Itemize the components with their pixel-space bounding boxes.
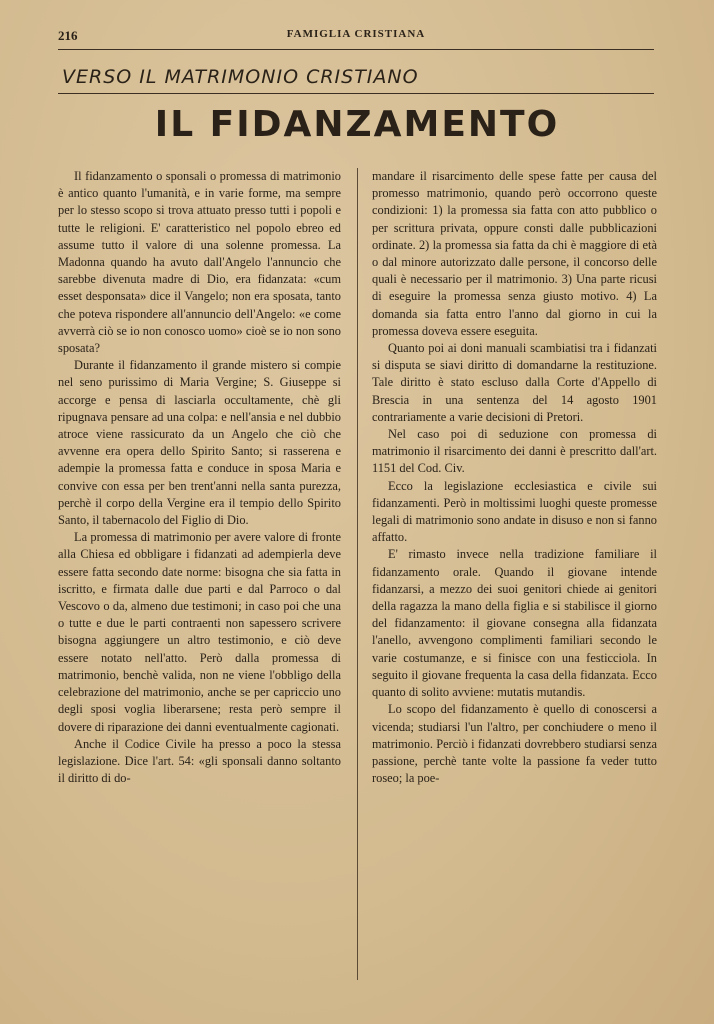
paragraph: Lo scopo del fidanzamento è quello di conoscersi a vicenda; studiarsi l'un l'altro, per conchiudere o meno il matrimonio. Perciò i fidanzati dovrebbero studiarsi senza passione, perchè tante volte la passione fa veder tutto roseo; la poe- — [372, 702, 657, 786]
paragraph: Nel caso poi di seduzione con promessa di matrimonio il risarcimento dei danni è prescritto dall'art. 1151 del Cod. Civ. — [372, 427, 657, 476]
left-column — [58, 168, 341, 787]
paragraph: Ecco la legislazione ecclesiastica e civile sui fidanzamenti. Però in moltissimi luoghi queste promesse legali di matrimonio sono andate in disuso e non si fanno affatto. — [372, 478, 657, 545]
page-header — [58, 28, 654, 46]
paragraph: Durante il fidanzamento il grande mistero si compie nel seno purissimo di Maria Vergine; S. Giuseppe si accorge e pensa di lasciarla occultamente, chè gli ripugnava pensare ad una colpa: e nell'ansia e nel dubbio atroce viene rassicurato da un Angelo che ciò che avvenne era opera dello Spirito Santo; si rasserena e adempie la promessa fatta e conduce in sposa Maria e convive con essa per ben trent'anni nella santa purezza, perchè il corpo della Vergine era il tempio dello Spirito Santo, il tabernacolo del Figlio di Dio. — [58, 358, 341, 528]
page-number: 216 — [58, 28, 78, 43]
section-title: VERSO IL MATRIMONIO CRISTIANO — [62, 66, 419, 88]
running-title: FAMIGLIA CRISTIANA — [286, 28, 426, 40]
paragraph: Anche il Codice Civile ha presso a poco la stessa legislazione. Dice l'art. 54: «gli sponsali danno soltanto il diritto di do- — [58, 736, 341, 786]
column-divider — [357, 168, 358, 980]
article-title: IL FIDANZAMENTO — [154, 104, 560, 145]
header-rule — [58, 49, 654, 50]
section-rule — [58, 93, 654, 94]
paragraph: E' rimasto invece nella tradizione familiare il fidanzamento orale. Quando il giovane intende fidanzarsi, a mezzo dei suoi genitori chiede ai genitori della ragazza la mano della figlia e si stabilisce il giorno del fidanzamento: il giovane consegna alla fidanzata l'anello, avvengono complimenti familiari secondo le varie costumanze, e si finisce con una festicciola. In seguito il giovane frequenta la casa della fidanzata. Ecco quanto di solito avviene: mutatis mutandis. — [372, 547, 657, 700]
paragraph: Quanto poi ai doni manuali scambiatisi tra i fidanzati si disputa se siavi diritto di domandarne la restituzione. Tale diritto è stato escluso dalla Corte d'Appello di Brescia in una sentenza del 14 agosto 1901 contrariamente a varie decisioni di Pretori. — [372, 341, 657, 424]
paragraph: Il fidanzamento o sponsali o promessa di matrimonio è antico quanto l'umanità, e in varie forme, ma sempre per lo stesso scopo si trova attuato presso tutti i popoli e tutte le religioni. E' caratteristico nel popolo ebreo ed assume tutto il valore di una solenne promessa. La Madonna quando ha avuto dall'Angelo l'annuncio che sarebbe divenuta madre di Dio, era fidanzata: «cum esset desponsata» dice il Vangelo; non era sposata, tanto che poteva rispondere all'annuncio dell'Angelo: «e come avverrà ciò se io non conosco uomo» cioè se io non sono sposata? — [58, 169, 341, 356]
paragraph: La promessa di matrimonio per avere valore di fronte alla Chiesa ed obbligare i fidanzati ad adempierla deve essere fatta secondo date norme: bisogna che sia fatta in iscritto, e firmata dalle due parti e dal Parroco o dal Vescovo o da, almeno due testimoni; in caso poi che una o tutte e due le parti contraenti non sapessero scrivere bisogna aggiungere un altro testimonio, e ciò deve essere notato nell'atto. Però dalla promessa di matrimonio, benchè valida, non ne viene l'obbligo della celebrazione del matrimonio, anche se per capriccio uno degli sposi voglia liberarsene; resta però sempre il dovere di riparazione dei danni eventualmente cagionati. — [58, 530, 341, 734]
right-column — [372, 168, 657, 787]
paragraph: mandare il risarcimento delle spese fatte per causa del promesso matrimonio, quando però occorrono queste condizioni: 1) la promessa sia fatta con atto pubblico o per scrittura privata, oppure consti dalle pubblicazioni ordinate. 2) la promessa sia fatta da chi è maggiore di età o dal minore autorizzato dalle persone, il concorso delle quali è necessario per il matrimonio. 3) Una parte ricusi di eseguire la promessa senza giusto motivo. 4) La domanda sia fatta entro l'anno dal giorno in cui la promessa doveva essere eseguita. — [372, 169, 657, 338]
